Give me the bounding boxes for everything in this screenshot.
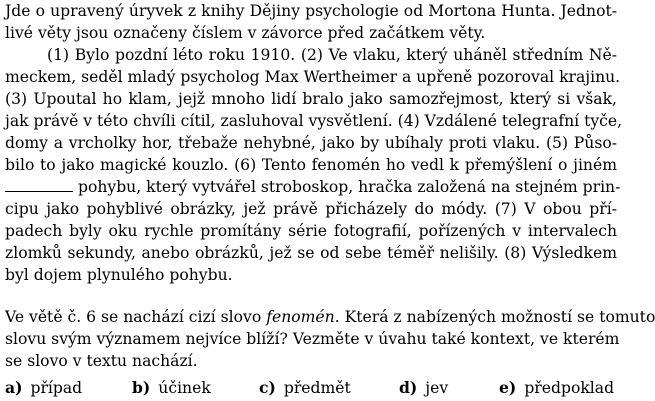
passage-line: domy a vrcholky hor, třebaže nehybné, jako by ubíhaly proti vlaku. (5) Půso- bbox=[5, 134, 617, 152]
answer-options bbox=[5, 376, 617, 400]
passage-line: cipu jako pohyblivé obrázky, jež právě přicházely do módy. (7) V obou pří- bbox=[5, 200, 617, 218]
passage-line: byl dojem plynulého pohybu. bbox=[5, 266, 233, 284]
question-line: slovu svým významem nejvíce blíží? Vezměte v úvahu také kontext, ve kterém bbox=[5, 330, 620, 348]
option-letter: e) bbox=[499, 378, 517, 397]
option-text: případ bbox=[30, 379, 83, 397]
passage-line: jak právě v této chvíli cítil, zasluhoval vysvětlení. (4) Vzdálené telegrafní tyče, bbox=[5, 112, 623, 130]
question-line1-rest: . Která z nabízených možností se tomuto bbox=[334, 308, 655, 326]
question-prefix: Ve větě č. 6 se nachází cizí slovo bbox=[5, 308, 267, 326]
option-letter: b) bbox=[132, 378, 151, 397]
passage-line-text: pohybu, který vytvářel stroboskop, hračka založená na stejném prin- bbox=[77, 178, 621, 196]
option-a[interactable] bbox=[5, 376, 82, 400]
option-text: předpoklad bbox=[524, 379, 615, 397]
question-term: fenomén bbox=[266, 308, 335, 326]
question-line bbox=[5, 306, 655, 328]
passage-line: zlomků sekundy, anebo obrázků, jež se od sebe téměř nelišily. (8) Výsledkem bbox=[5, 244, 617, 262]
question-line: se slovo v textu nachází. bbox=[5, 352, 198, 370]
option-d[interactable] bbox=[399, 376, 448, 400]
passage-line: Jde o upravený úryvek z knihy Dějiny psychologie od Mortona Hunta. Jednot- bbox=[5, 2, 617, 20]
option-text: účinek bbox=[158, 379, 211, 397]
option-text: předmět bbox=[283, 379, 351, 397]
passage-line: padech byly oku rychle promítány série fotografií, pořízených v intervalech bbox=[5, 222, 617, 240]
passage-line: (3) Upoutal ho klam, jejž mnoho lidí bralo jako samozřejmost, který si však, bbox=[5, 90, 617, 108]
passage-line: livé věty jsou označeny číslem v závorce před začátkem věty. bbox=[5, 24, 486, 42]
passage-line: (1) Bylo pozdní léto roku 1910. (2) Ve vlaku, který uháněl středním Ně- bbox=[47, 46, 617, 64]
option-c[interactable] bbox=[259, 376, 351, 400]
option-b[interactable] bbox=[132, 376, 211, 400]
passage-line: bilo to jako magické kouzlo. (6) Tento fenomén ho vedl k přemýšlení o jiném bbox=[5, 156, 617, 174]
option-letter: d) bbox=[399, 378, 418, 397]
blank-gap bbox=[5, 190, 73, 192]
option-letter: c) bbox=[259, 378, 276, 397]
option-e[interactable] bbox=[499, 376, 614, 400]
passage-line-with-blank bbox=[5, 176, 621, 198]
option-letter: a) bbox=[5, 378, 23, 397]
option-text: jev bbox=[425, 379, 449, 397]
passage-line: meckem, seděl mladý psycholog Max Wertheimer a upřeně pozoroval krajinu. bbox=[5, 68, 621, 86]
